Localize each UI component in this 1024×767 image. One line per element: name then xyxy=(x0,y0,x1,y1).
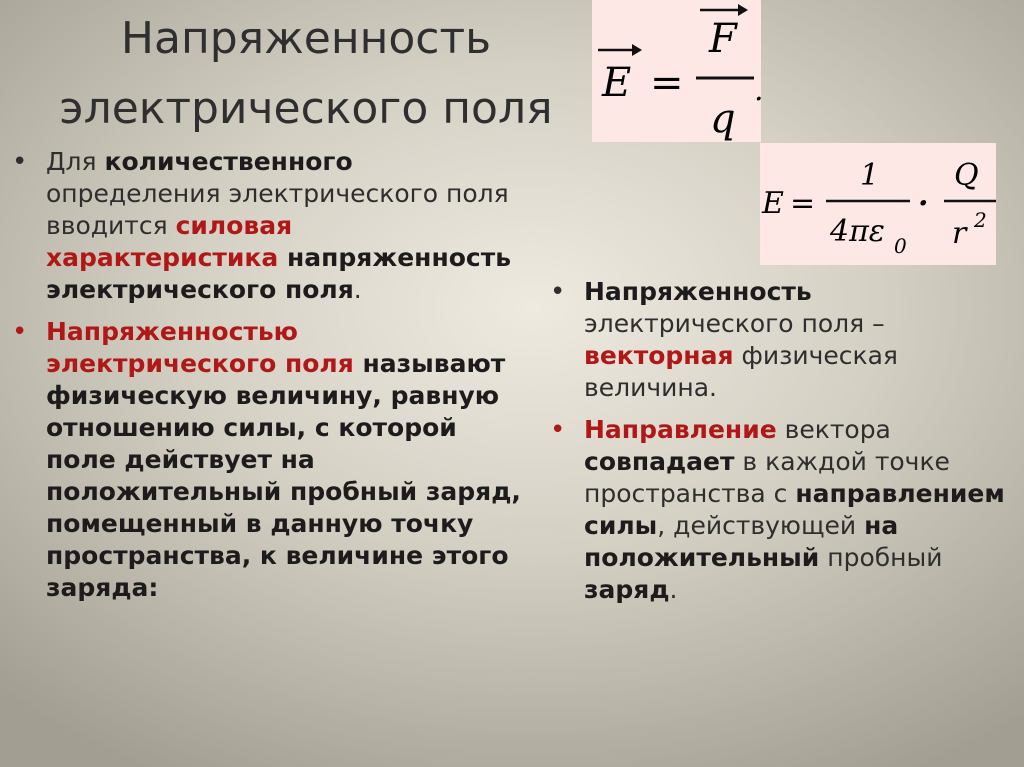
text-run-bold: на положительный xyxy=(584,511,899,572)
text-run: . xyxy=(353,275,362,304)
title-line-2: электрического поля xyxy=(59,83,553,134)
text-run: . xyxy=(669,575,678,604)
formula2-equals: = xyxy=(790,186,816,221)
list-item xyxy=(10,316,530,604)
text-run-bold: направлением силы xyxy=(584,479,1005,540)
text-run: , действующей xyxy=(657,511,865,540)
formula2-frac2-numerator: Q xyxy=(954,158,979,193)
list-item xyxy=(10,146,530,306)
text-run-bold: называют физическую величину, равную отношению силы, с которой поле действует на положительный пробный заряд, помещенный в данную точку пространства, к величине этого заряда: xyxy=(46,349,521,602)
text-run: в каждой точке пространства с xyxy=(584,447,950,508)
text-run: вектора xyxy=(776,415,891,444)
formula2-frac2-denominator-superscript: 2 xyxy=(974,208,987,232)
text-run-bold: количественного xyxy=(104,147,353,176)
formula1-lhs: E xyxy=(602,60,632,106)
formula2-frac1-denominator: 4πε xyxy=(830,214,885,249)
list-item xyxy=(548,414,1018,606)
text-run: электрического поля – xyxy=(584,309,885,338)
list-item xyxy=(548,276,1018,404)
formula1-numerator: F xyxy=(709,16,737,62)
formula-field-definition xyxy=(592,0,764,142)
text-run-accent: силовая характеристика xyxy=(46,211,293,272)
text-run: пробный xyxy=(819,543,943,572)
formula2-frac2-denominator: r xyxy=(952,216,967,251)
text-run-accent: векторная xyxy=(584,341,734,370)
formula1-equals: = xyxy=(650,60,684,106)
text-run: определения электрического поля вводится xyxy=(46,179,509,240)
left-bullet-list xyxy=(10,146,530,614)
text-run: физическая величина. xyxy=(584,341,898,402)
formula1-trail: . xyxy=(754,73,764,108)
bullet-icon: • xyxy=(12,147,28,177)
formula1-denominator: q xyxy=(710,96,736,142)
vector-arrow-icon xyxy=(598,44,642,56)
text-run-accent: Напряженностью электрического поля xyxy=(46,317,354,378)
bullet-icon: • xyxy=(550,415,566,445)
title-line-1: Напряженность xyxy=(120,13,492,64)
text-run-accent: Направление xyxy=(584,415,777,444)
text-run-bold: напряженность электрического поля xyxy=(46,243,512,304)
text-run-bold: совпадает xyxy=(584,447,735,476)
formula-field-definition-svg xyxy=(592,0,764,142)
vector-arrow-icon xyxy=(700,4,748,16)
right-bullet-list xyxy=(548,276,1018,616)
bullet-icon: • xyxy=(12,317,28,347)
bullet-icon: • xyxy=(550,277,566,307)
text-run: Для xyxy=(46,147,105,176)
formula2-lhs: E xyxy=(762,186,784,221)
formula2-frac1-denominator-subscript: 0 xyxy=(894,234,907,258)
formula-coulomb-field xyxy=(760,143,996,265)
formula2-frac1-numerator: 1 xyxy=(860,158,880,193)
formula2-multiply-dot: · xyxy=(918,186,929,221)
text-run-bold: заряд xyxy=(584,575,670,604)
text-run-bold: Напряженность xyxy=(584,277,812,306)
formula-coulomb-field-svg xyxy=(760,143,996,265)
slide-title xyxy=(36,4,576,144)
